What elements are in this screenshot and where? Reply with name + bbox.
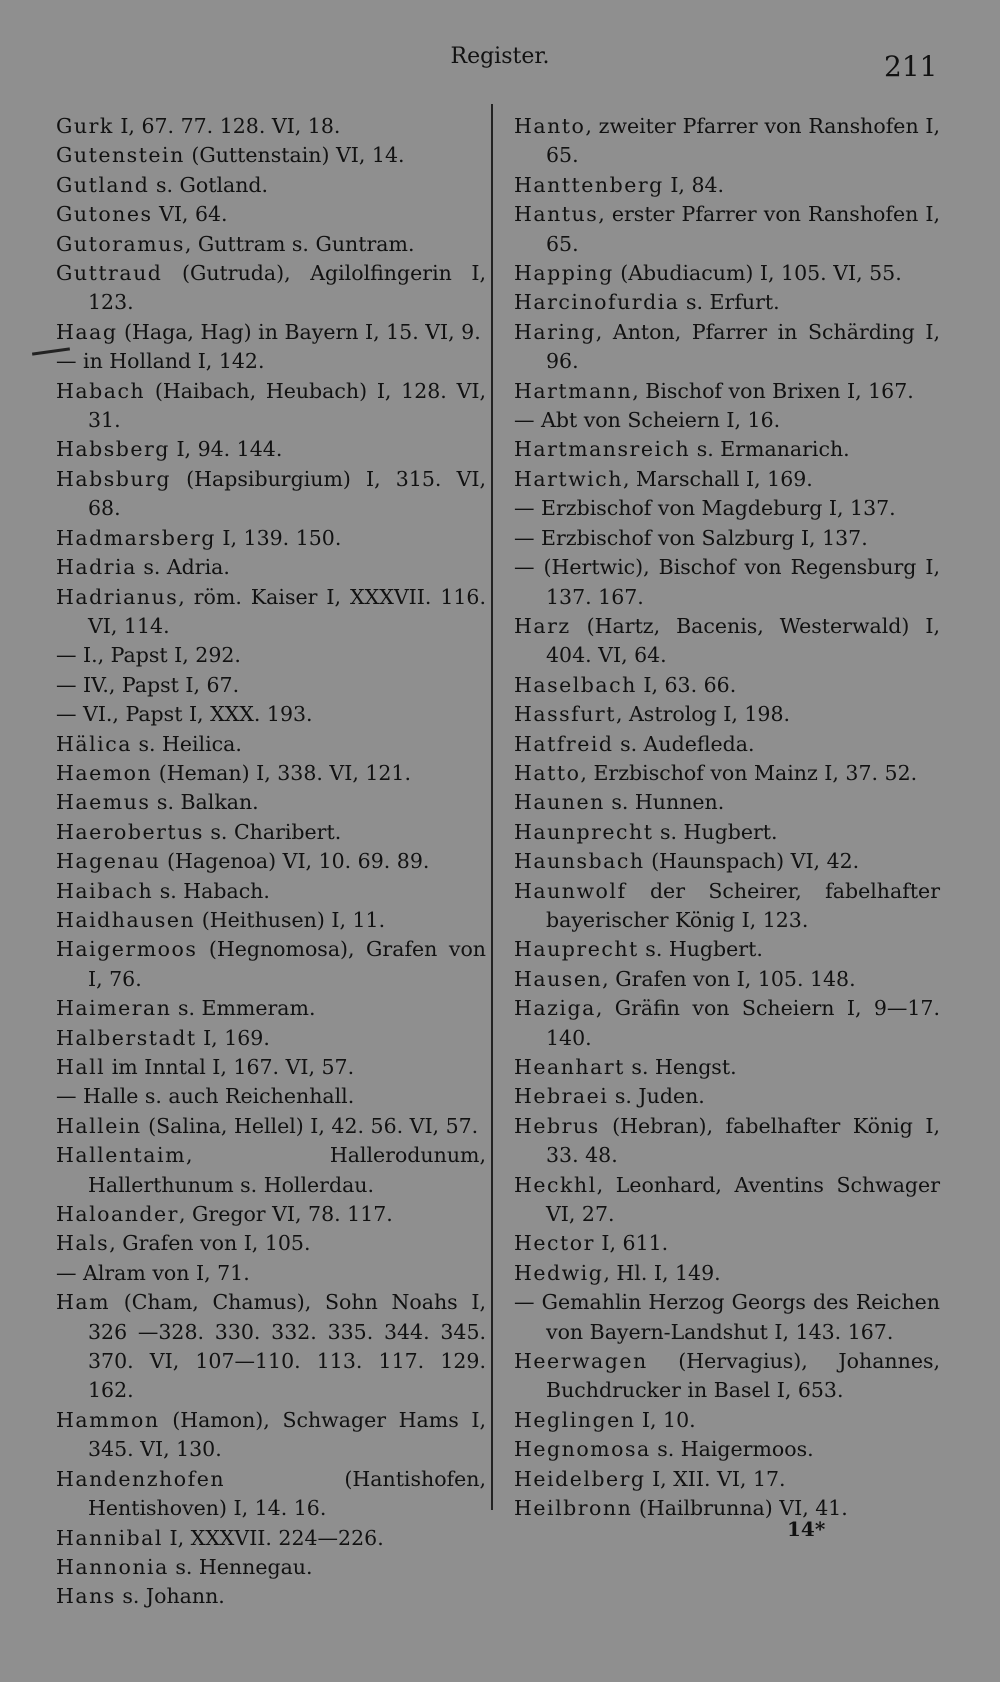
entry-headword: Haziga bbox=[514, 996, 596, 1021]
index-entry bbox=[514, 1259, 940, 1288]
entry-headword: Haemus bbox=[56, 790, 151, 815]
entry-headword: Haselbach bbox=[514, 672, 637, 697]
entry-references: — Halle s. auch Reichenhall. bbox=[56, 1084, 355, 1109]
index-entry bbox=[514, 377, 940, 406]
entry-references: (Hartz, Bacenis, Westerwald) I, 404. VI, 64. bbox=[546, 613, 940, 668]
index-entry bbox=[56, 524, 486, 553]
index-entry bbox=[56, 112, 486, 141]
index-entry bbox=[514, 288, 940, 317]
entry-headword: Haunprecht bbox=[514, 819, 654, 844]
entry-references: (Hapsiburgium) I, 315. VI, 68. bbox=[88, 466, 486, 521]
index-entry bbox=[514, 788, 940, 817]
index-entry bbox=[56, 318, 486, 347]
index-entry bbox=[514, 494, 940, 523]
index-entry bbox=[514, 877, 940, 936]
index-entry bbox=[514, 1053, 940, 1082]
index-entry bbox=[56, 553, 486, 582]
index-entry bbox=[56, 1582, 486, 1611]
entry-headword: Hanto bbox=[514, 114, 586, 138]
entry-headword: Hälica bbox=[56, 731, 132, 756]
entry-references: s. Ermanarich. bbox=[690, 437, 850, 462]
entry-references: , Marschall I, 169. bbox=[622, 466, 813, 491]
index-entry bbox=[56, 1288, 486, 1406]
entry-references: , Grafen von I, 105. 148. bbox=[602, 966, 856, 991]
entry-headword: Gutland bbox=[56, 172, 150, 197]
entry-references: I, 169. bbox=[196, 1025, 270, 1050]
index-entry bbox=[514, 818, 940, 847]
entry-headword: Hantus bbox=[514, 202, 599, 227]
index-entry bbox=[514, 318, 940, 377]
entry-headword: Halberstadt bbox=[56, 1025, 197, 1050]
index-entry bbox=[56, 583, 486, 642]
index-entry bbox=[56, 1053, 486, 1082]
entry-references: s. Erfurt. bbox=[679, 290, 780, 315]
entry-references: (Haibach, Heubach) I, 128. VI, 31. bbox=[88, 378, 486, 433]
entry-references: (Cham, Chamus), Sohn Noahs I, 326 —328. 330. 332. 335. 344. 345. 370. VI, 107—110. 113. 117. 129. 162. bbox=[88, 1290, 486, 1403]
entry-references: , Astrolog I, 198. bbox=[615, 702, 791, 727]
index-entry bbox=[56, 347, 486, 376]
index-entry bbox=[514, 553, 940, 612]
entry-references: (Hantishofen, Hentishoven) I, 14. 16. bbox=[88, 1466, 486, 1521]
index-entry bbox=[514, 435, 940, 464]
entry-references: I, 10. bbox=[635, 1407, 696, 1432]
entry-references: s. Audefleda. bbox=[613, 731, 755, 756]
index-entry bbox=[56, 465, 486, 524]
entry-references: VI, 64. bbox=[152, 202, 228, 227]
entry-references: — Erzbischof von Salzburg I, 137. bbox=[514, 525, 868, 550]
index-entry bbox=[514, 259, 940, 288]
entry-references: (Abudiacum) I, 105. VI, 55. bbox=[613, 261, 902, 286]
entry-references: s. Hennegau. bbox=[168, 1554, 313, 1579]
entry-headword: Hassfurt bbox=[514, 702, 616, 727]
entry-references: , Hallerodunum, Hallerthunum s. Hollerdau. bbox=[88, 1143, 486, 1197]
index-entry bbox=[56, 171, 486, 200]
entry-headword: Hals bbox=[56, 1231, 110, 1256]
index-entry bbox=[56, 730, 486, 759]
index-entry bbox=[56, 759, 486, 788]
index-entry bbox=[56, 259, 486, 318]
entry-references: — (Hertwic), Bischof von Regensburg I, 137. 167. bbox=[514, 555, 940, 609]
entry-headword: Gurk bbox=[56, 114, 114, 138]
entry-references: — IV., Papst I, 67. bbox=[56, 672, 240, 697]
entry-references: , Gräfin von Scheiern I, 9—17. 140. bbox=[546, 996, 940, 1050]
entry-references: I, XII. VI, 17. bbox=[645, 1466, 786, 1491]
index-entry bbox=[514, 935, 940, 964]
index-entry bbox=[514, 171, 940, 200]
index-entry bbox=[514, 612, 940, 671]
index-entry bbox=[514, 200, 940, 259]
index-entry bbox=[56, 1024, 486, 1053]
entry-references: I, XXXVII. 224—226. bbox=[162, 1525, 384, 1550]
entry-headword: Habach bbox=[56, 378, 146, 403]
index-entry bbox=[514, 730, 940, 759]
index-entry bbox=[514, 1347, 940, 1406]
index-entry bbox=[56, 700, 486, 729]
index-entry bbox=[56, 1259, 486, 1288]
entry-references: s. Juden. bbox=[608, 1084, 705, 1109]
entry-headword: Haloander bbox=[56, 1202, 179, 1227]
index-entry bbox=[56, 1229, 486, 1258]
index-entry bbox=[514, 1406, 940, 1435]
entry-headword: Haunsbach bbox=[514, 849, 645, 874]
left-column bbox=[56, 112, 486, 1612]
entry-references: I, 611. bbox=[594, 1231, 669, 1256]
entry-headword: Haring bbox=[514, 319, 596, 344]
right-column bbox=[514, 112, 940, 1524]
page-header-title: Register. bbox=[450, 44, 550, 69]
entry-references: s. Hugbert. bbox=[638, 937, 763, 962]
entry-references: s. Charibert. bbox=[203, 819, 342, 844]
entry-headword: Hector bbox=[514, 1231, 595, 1256]
entry-headword: Heckhl bbox=[514, 1172, 597, 1197]
entry-headword: Hannonia bbox=[56, 1554, 169, 1579]
entry-headword: Hegnomosa bbox=[514, 1437, 651, 1462]
index-entry bbox=[514, 1288, 940, 1347]
entry-references: der Scheirer, fabelhafter bayerischer König I, 123. bbox=[546, 878, 940, 932]
entry-headword: Hadria bbox=[56, 555, 137, 580]
index-entry bbox=[56, 1465, 486, 1524]
index-entry bbox=[56, 1553, 486, 1582]
index-entry bbox=[514, 671, 940, 700]
index-entry bbox=[514, 1465, 940, 1494]
entry-references: , Leonhard, Aventins Schwager VI, 27. bbox=[546, 1172, 940, 1227]
index-entry bbox=[514, 1082, 940, 1111]
index-entry bbox=[56, 906, 486, 935]
entry-references: s. Johann. bbox=[115, 1584, 225, 1609]
entry-references: (Salina, Hellel) I, 42. 56. VI, 57. bbox=[141, 1113, 479, 1138]
signature-mark: 14* bbox=[787, 1517, 826, 1541]
entry-references: s. Haigermoos. bbox=[650, 1437, 814, 1462]
entry-headword: Hammon bbox=[56, 1407, 160, 1432]
index-entry bbox=[56, 994, 486, 1023]
entry-references: , Bischof von Brixen I, 167. bbox=[632, 378, 914, 403]
entry-headword: Gutenstein bbox=[56, 143, 185, 168]
entry-references: s. Balkan. bbox=[150, 790, 259, 815]
entry-references: , erster Pfarrer von Ranshofen I, 65. bbox=[546, 202, 940, 256]
entry-headword: Heerwagen bbox=[514, 1349, 648, 1374]
entry-references: s. Adria. bbox=[136, 555, 230, 580]
entry-references: (Haga, Hag) in Bayern I, 15. VI, 9. bbox=[117, 319, 481, 344]
entry-headword: Harcinofurdia bbox=[514, 290, 680, 315]
index-entry bbox=[56, 230, 486, 259]
entry-references: s. Habach. bbox=[153, 878, 270, 903]
entry-references: , Erzbischof von Mainz I, 37. 52. bbox=[580, 760, 918, 785]
entry-headword: Hebraei bbox=[514, 1084, 609, 1109]
entry-references: (Guttenstain) VI, 14. bbox=[184, 143, 405, 168]
entry-headword: Hatto bbox=[514, 760, 581, 785]
index-entry bbox=[56, 141, 486, 170]
entry-references: — Abt von Scheiern I, 16. bbox=[514, 408, 781, 433]
entry-references: (Hebran), fabelhafter König I, 33. 48. bbox=[546, 1113, 940, 1168]
index-entry bbox=[514, 524, 940, 553]
entry-headword: Haimeran bbox=[56, 996, 172, 1021]
entry-headword: Hallein bbox=[56, 1113, 142, 1138]
column-divider bbox=[491, 104, 493, 1510]
index-entry bbox=[56, 641, 486, 670]
entry-references: — Alram von I, 71. bbox=[56, 1260, 250, 1285]
entry-headword: Hannibal bbox=[56, 1525, 163, 1550]
entry-headword: Haag bbox=[56, 319, 118, 344]
entry-references: s. Gotland. bbox=[149, 172, 269, 197]
index-entry bbox=[56, 377, 486, 436]
entry-headword: Haemon bbox=[56, 760, 153, 785]
index-entry bbox=[514, 759, 940, 788]
index-entry bbox=[56, 788, 486, 817]
index-entry bbox=[514, 1229, 940, 1258]
entry-headword: Haerobertus bbox=[56, 819, 204, 844]
entry-references: (Heman) I, 338. VI, 121. bbox=[152, 760, 411, 785]
entry-references: (Hervagius), Johannes, Buchdrucker in Basel I, 653. bbox=[546, 1349, 940, 1403]
entry-references: — Gemahlin Herzog Georgs des Reichen von Bayern-Landshut I, 143. 167. bbox=[514, 1290, 940, 1344]
entry-references: s. Hunnen. bbox=[604, 790, 725, 815]
entry-references: (Gutruda), Agilolfingerin I, 123. bbox=[88, 261, 486, 315]
entry-headword: Hall bbox=[56, 1055, 106, 1079]
entry-headword: Hauprecht bbox=[514, 937, 639, 962]
page-number: 211 bbox=[884, 50, 938, 83]
entry-references: , Hl. I, 149. bbox=[603, 1260, 721, 1285]
index-entry bbox=[56, 935, 486, 994]
entry-headword: Hallentaim bbox=[56, 1143, 187, 1168]
entry-references: — Erzbischof von Magdeburg I, 137. bbox=[514, 496, 896, 521]
entry-headword: Hedwig bbox=[514, 1260, 604, 1285]
index-entry bbox=[514, 700, 940, 729]
entry-references: s. Heilica. bbox=[131, 731, 242, 756]
entry-references: im Inntal I, 167. VI, 57. bbox=[105, 1055, 355, 1079]
index-entry bbox=[514, 1171, 940, 1230]
entry-headword: Gutoramus bbox=[56, 231, 185, 256]
index-entry bbox=[514, 112, 940, 171]
index-entry bbox=[514, 965, 940, 994]
index-entry bbox=[514, 465, 940, 494]
index-entry bbox=[56, 435, 486, 464]
entry-headword: Habsburg bbox=[56, 466, 171, 491]
entry-references: , Guttram s. Guntram. bbox=[184, 231, 415, 256]
entry-headword: Hartmansreich bbox=[514, 437, 691, 462]
entry-headword: Happing bbox=[514, 261, 614, 286]
index-entry bbox=[514, 1435, 940, 1464]
entry-headword: Hebrus bbox=[514, 1113, 600, 1138]
entry-headword: Guttraud bbox=[56, 261, 163, 286]
index-entry bbox=[56, 1141, 486, 1200]
entry-headword: Hanttenberg bbox=[514, 172, 664, 197]
entry-headword: Haibach bbox=[56, 878, 154, 903]
entry-headword: Handenzhofen bbox=[56, 1466, 226, 1491]
entry-headword: Hagenau bbox=[56, 849, 161, 874]
index-entry bbox=[514, 1112, 940, 1171]
entry-headword: Hans bbox=[56, 1584, 116, 1609]
index-entry bbox=[514, 994, 940, 1053]
entry-references: , röm. Kaiser I, XXXVII. 116. VI, 114. bbox=[88, 584, 486, 638]
index-entry bbox=[56, 1112, 486, 1141]
entry-references: , Gregor VI, 78. 117. bbox=[178, 1202, 393, 1227]
entry-references: I, 139. 150. bbox=[215, 525, 342, 550]
entry-headword: Heanhart bbox=[514, 1055, 625, 1079]
entry-headword: Haunwolf bbox=[514, 878, 627, 903]
entry-references: — VI., Papst I, XXX. 193. bbox=[56, 702, 313, 727]
entry-headword: Hartwich bbox=[514, 466, 623, 491]
entry-references: I, 84. bbox=[663, 172, 725, 197]
index-entry bbox=[56, 1524, 486, 1553]
entry-references: I, 63. 66. bbox=[636, 672, 737, 697]
entry-references: (Hamon), Schwager Hams I, 345. VI, 130. bbox=[88, 1407, 486, 1462]
index-entry bbox=[56, 1200, 486, 1229]
entry-headword: Haigermoos bbox=[56, 937, 198, 962]
entry-references: s. Hengst. bbox=[624, 1055, 737, 1079]
index-entry bbox=[514, 847, 940, 876]
index-entry bbox=[56, 877, 486, 906]
entry-headword: Haunen bbox=[514, 790, 605, 815]
entry-references: (Heithusen) I, 11. bbox=[195, 907, 386, 932]
entry-headword: Ham bbox=[56, 1290, 111, 1315]
entry-references: (Hegnomosa), Grafen von I, 76. bbox=[88, 937, 486, 991]
entry-references: (Hailbrunna) VI, 41. bbox=[632, 1496, 848, 1521]
index-entry bbox=[56, 847, 486, 876]
entry-references: , Anton, Pfarrer in Schärding I, 96. bbox=[546, 319, 940, 374]
entry-headword: Heidelberg bbox=[514, 1466, 646, 1491]
index-entry bbox=[56, 1406, 486, 1465]
index-entry bbox=[56, 200, 486, 229]
entry-references: (Haunspach) VI, 42. bbox=[644, 849, 860, 874]
index-entry bbox=[56, 818, 486, 847]
entry-headword: Hadrianus bbox=[56, 584, 179, 609]
entry-headword: Hartmann bbox=[514, 378, 633, 403]
entry-headword: Habsberg bbox=[56, 437, 170, 462]
index-entry bbox=[56, 1082, 486, 1111]
index-entry bbox=[56, 671, 486, 700]
entry-headword: Heilbronn bbox=[514, 1496, 633, 1521]
entry-references: s. Hugbert. bbox=[653, 819, 778, 844]
entry-references: , Grafen von I, 105. bbox=[109, 1231, 311, 1256]
entry-references: — I., Papst I, 292. bbox=[56, 643, 241, 668]
entry-headword: Hadmarsberg bbox=[56, 525, 216, 550]
index-entry bbox=[514, 406, 940, 435]
entry-references: (Hagenoa) VI, 10. 69. 89. bbox=[160, 849, 430, 874]
entry-headword: Heglingen bbox=[514, 1407, 636, 1432]
entry-references: s. Emmeram. bbox=[171, 996, 316, 1021]
entry-references: — in Holland I, 142. bbox=[56, 349, 265, 374]
index-entry bbox=[514, 1494, 940, 1523]
entry-headword: Haidhausen bbox=[56, 907, 196, 932]
entry-headword: Hatfreid bbox=[514, 731, 614, 756]
entry-references: I, 67. 77. 128. VI, 18. bbox=[113, 114, 341, 138]
entry-headword: Gutones bbox=[56, 202, 153, 227]
entry-headword: Hausen bbox=[514, 966, 603, 991]
entry-references: I, 94. 144. bbox=[169, 437, 283, 462]
entry-references: , zweiter Pfarrer von Ranshofen I, 65. bbox=[546, 114, 940, 168]
entry-headword: Harz bbox=[514, 613, 571, 638]
